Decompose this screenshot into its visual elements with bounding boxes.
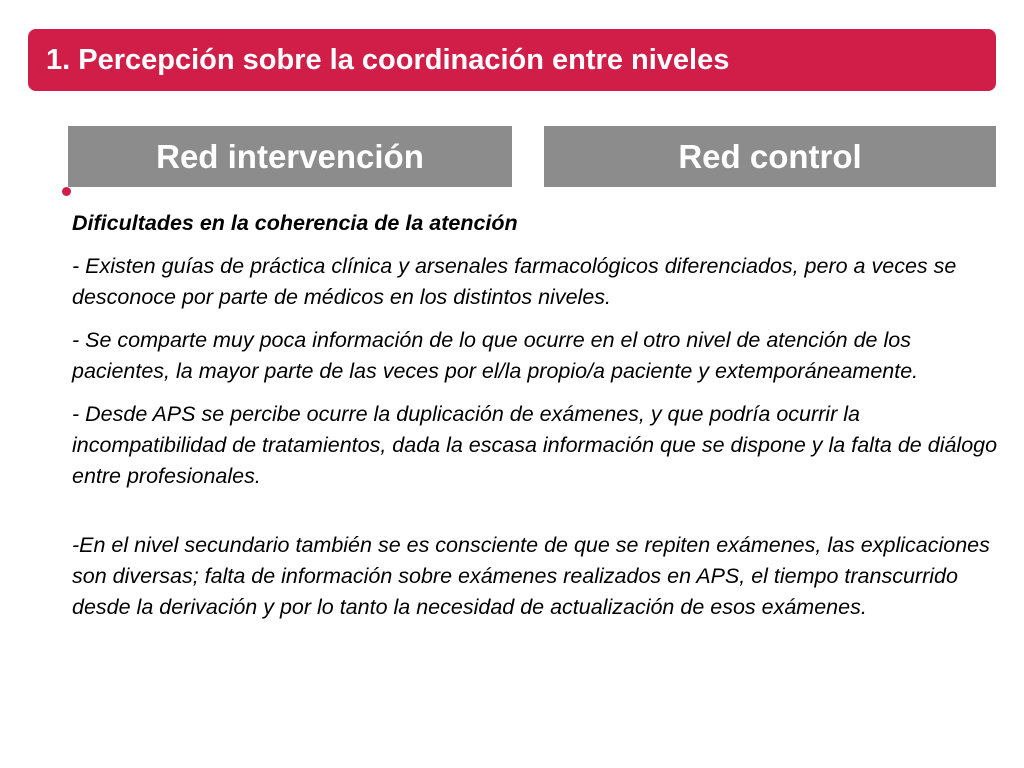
paragraph-duplicacion: - Desde APS se percibe ocurre la duplicación de exámenes, y que podría ocurrir la incompatibilidad de tratamientos, dada la escasa información que se dispone y la falta de diálogo entre profesionales. bbox=[72, 402, 998, 488]
paragraph-informacion: - Se comparte muy poca información de lo que ocurre en el otro nivel de atención de los pacientes, la mayor parte de las veces por el/la propio/a paciente y extemporáneamente. bbox=[72, 328, 919, 383]
content-heading: Dificultades en la coherencia de la atención bbox=[72, 211, 518, 235]
tab-red-control: Red control bbox=[544, 126, 996, 187]
paragraph-guias: - Existen guías de práctica clínica y arsenales farmacológicos diferenciados, pero a veces se desconoce por parte de médicos en los distintos niveles. bbox=[72, 254, 957, 309]
paragraph-nivel-secundario: -En el nivel secundario también se es consciente de que se repiten exámenes, las explicaciones son diversas; falta de información sobre exámenes realizados en APS, el tiempo transcurrido desde la derivación y por lo tanto la necesidad de actualización de esos exámenes. bbox=[72, 533, 990, 619]
content-body bbox=[72, 208, 1002, 635]
slide-title: 1. Percepción sobre la coordinación entre niveles bbox=[46, 43, 730, 76]
tab-red-intervencion: Red intervención bbox=[68, 126, 512, 187]
title-bar bbox=[28, 29, 996, 91]
bullet-dot-icon bbox=[62, 187, 71, 196]
